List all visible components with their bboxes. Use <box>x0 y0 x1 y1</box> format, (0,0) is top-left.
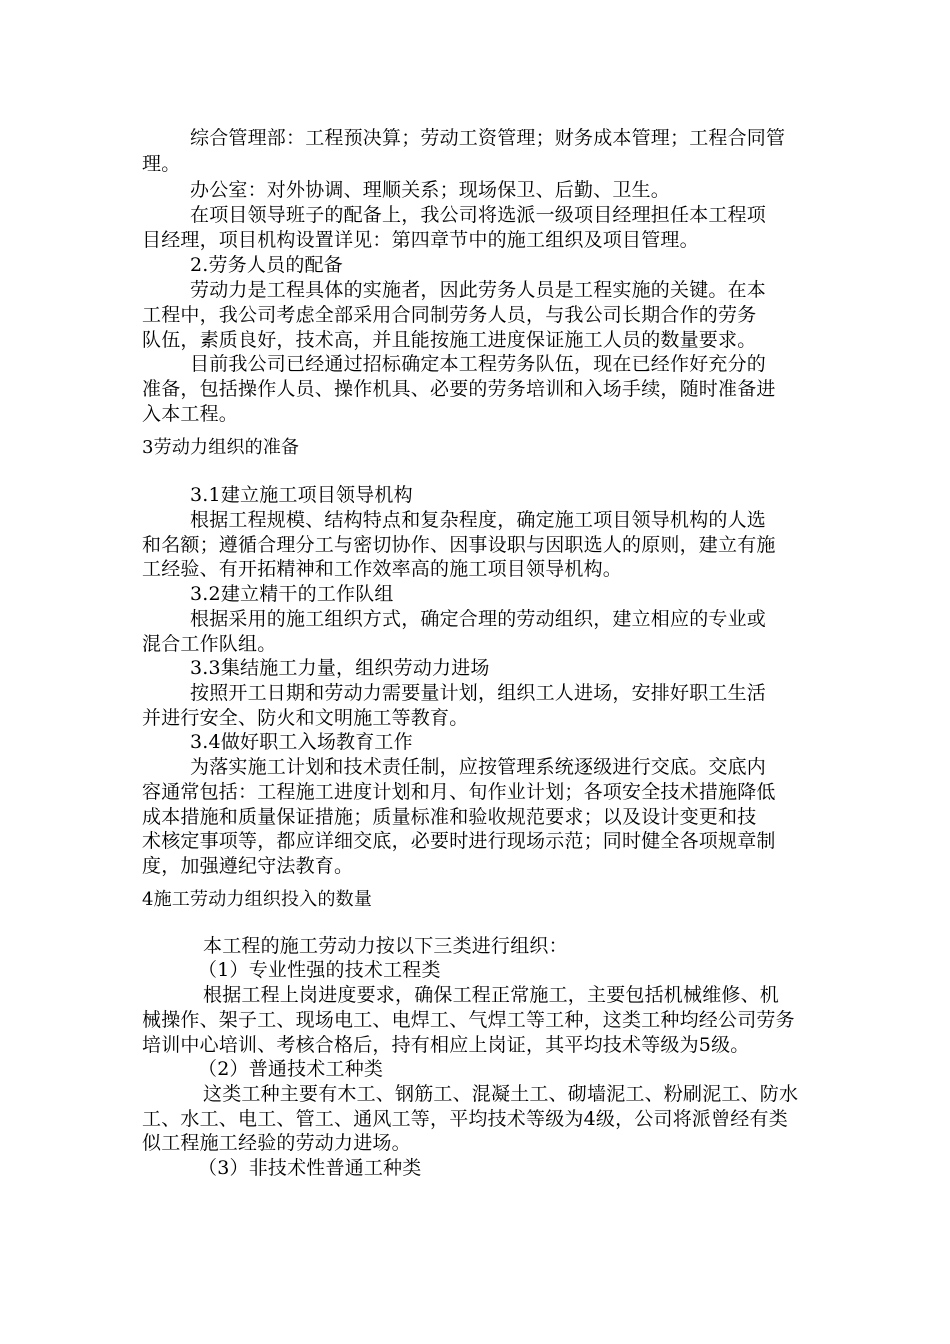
chapter-heading: 4施工劳动力组织投入的数量 <box>142 889 373 910</box>
text-line: 度，加强遵纪守法教育。 <box>142 855 354 877</box>
text-line: 准备，包括操作人员、操作机具、必要的劳务培训和入场手续，随时准备进 <box>142 378 776 400</box>
text-line: 劳动力是工程具体的实施者，因此劳务人员是工程实施的关键。在本 <box>190 279 767 301</box>
text-line: 根据工程上岗进度要求，确保工程正常施工，主要包括机械维修、机 <box>203 984 780 1006</box>
list-heading: （2）普通技术工种类 <box>198 1058 384 1080</box>
text-line: 工经验、有开拓精神和工作效率高的施工项目领导机构。 <box>142 558 623 580</box>
text-line: 办公室：对外协调、理顺关系；现场保卫、后勤、卫生。 <box>190 179 671 201</box>
section-heading: 2.劳务人员的配备 <box>190 254 343 276</box>
subsection-heading: 3.2建立精干的工作队组 <box>190 583 394 605</box>
text-line: 工、水工、电工、管工、通风工等，平均技术等级为4级，公司将派曾经有类 <box>142 1108 788 1130</box>
text-line: 为落实施工计划和技术责任制，应按管理系统逐级进行交底。交底内 <box>190 756 767 778</box>
chapter-heading: 3劳动力组织的准备 <box>142 437 300 458</box>
text-line: 目经理，项目机构设置详见：第四章节中的施工组织及项目管理。 <box>142 229 699 251</box>
text-line: 根据采用的施工组织方式，确定合理的劳动组织，建立相应的专业或 <box>190 608 767 630</box>
subsection-heading: 3.4做好职工入场教育工作 <box>190 731 413 753</box>
text-line: 综合管理部：工程预决算；劳动工资管理；财务成本管理；工程合同管 <box>190 127 786 149</box>
text-line: 这类工种主要有木工、钢筋工、混凝土工、砌墙泥工、粉刷泥工、防水 <box>203 1083 799 1105</box>
text-line: 在项目领导班子的配备上，我公司将选派一级项目经理担任本工程项 <box>190 204 767 226</box>
subsection-heading: 3.3集结施工力量，组织劳动力进场 <box>190 657 490 679</box>
text-line: 械操作、架子工、现场电工、电焊工、气焊工等工种，这类工种均经公司劳务 <box>142 1009 795 1031</box>
text-line: 工程中，我公司考虑全部采用合同制劳务人员，与我公司长期合作的劳务 <box>142 304 757 326</box>
text-line: 队伍，素质良好，技术高，并且能按施工进度保证施工人员的数量要求。 <box>142 329 757 351</box>
text-line: 理。 <box>142 153 181 175</box>
text-line: 本工程的施工劳动力按以下三类进行组织： <box>203 935 568 957</box>
text-line: 成本措施和质量保证措施；质量标准和验收规范要求；以及设计变更和技 <box>142 806 757 828</box>
text-line: 混合工作队组。 <box>142 633 277 655</box>
list-heading: （3）非技术性普通工种类 <box>198 1157 422 1179</box>
text-line: 目前我公司已经通过招标确定本工程劳务队伍，现在已经作好充分的 <box>190 353 767 375</box>
text-line: 并进行安全、防火和文明施工等教育。 <box>142 707 469 729</box>
text-line: 容通常包括：工程施工进度计划和月、旬作业计划；各项安全技术措施降低 <box>142 781 776 803</box>
text-line: 根据工程规模、结构特点和复杂程度，确定施工项目领导机构的人选 <box>190 509 767 531</box>
text-line: 培训中心培训、考核合格后，持有相应上岗证，其平均技术等级为5级。 <box>142 1034 750 1056</box>
text-line: 术核定事项等，都应详细交底，必要时进行现场示范；同时健全各项规章制 <box>142 830 776 852</box>
subsection-heading: 3.1建立施工项目领导机构 <box>190 484 413 506</box>
text-line: 入本工程。 <box>142 403 239 425</box>
text-line: 似工程施工经验的劳动力进场。 <box>142 1132 411 1154</box>
list-heading: （1）专业性强的技术工程类 <box>198 959 441 981</box>
text-line: 和名额；遵循合理分工与密切协作、因事设职与因职选人的原则，建立有施 <box>142 534 776 556</box>
text-line: 按照开工日期和劳动力需要量计划，组织工人进场，安排好职工生活 <box>190 682 767 704</box>
